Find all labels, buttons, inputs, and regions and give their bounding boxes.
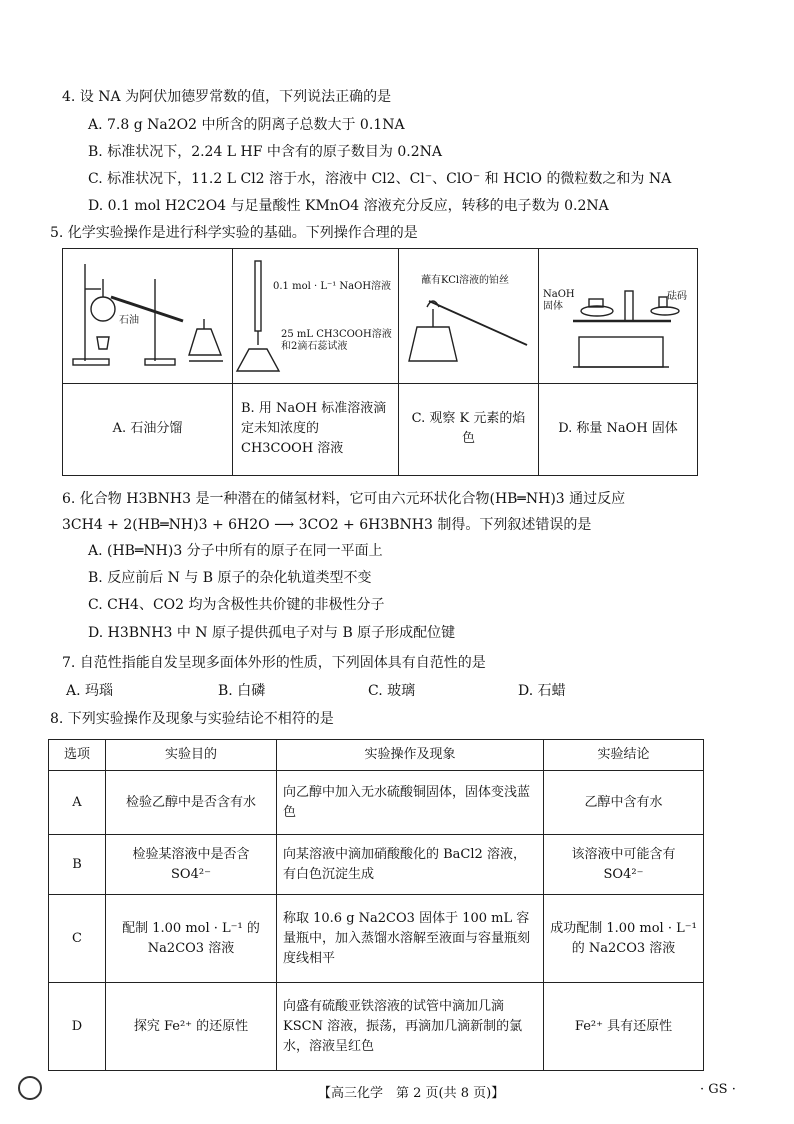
q8-row-a-conclusion: 乙醇中含有水 [544, 771, 704, 835]
q8-header-operation: 实验操作及现象 [277, 740, 544, 771]
q5-caption-cell-a [63, 383, 233, 475]
q6-stem-line1: 6. 化合物 H3BNH3 是一种潜在的储氢材料，它可由六元环状化合物(HB═NH)3 通过反应 [62, 491, 626, 507]
q7-option-a: A. 玛瑙 [66, 683, 114, 699]
q5-caption-cell-d [539, 383, 697, 475]
q8-row-a-operation: 向乙醇中加入无水硫酸铜固体，固体变浅蓝色 [277, 771, 544, 835]
table-row [49, 983, 704, 1071]
q7-option-c: C. 玻璃 [368, 683, 416, 699]
page-number: 【高三化学 第 2 页(共 8 页)】 [318, 1086, 505, 1101]
label-naoh-solution: 0.1 mol · L⁻¹ NaOH溶液 [273, 281, 392, 292]
label-petroleum: 石油 [119, 315, 139, 326]
q5-caption-cell-b [233, 383, 399, 475]
q6-option-d: D. H3BNH3 中 N 原子提供孤电子对与 B 原子形成配位键 [88, 625, 456, 641]
table-row [49, 895, 704, 983]
q4-option-b: B. 标准状况下，2.24 L HF 中含有的原子数目为 0.2NA [88, 144, 443, 160]
q6-option-b: B. 反应前后 N 与 B 原子的杂化轨道类型不变 [88, 570, 372, 586]
q8-row-d-goal: 探究 Fe²⁺ 的还原性 [106, 983, 277, 1071]
q5-figure-d [539, 249, 697, 383]
q7-option-d: D. 石蜡 [518, 683, 566, 699]
q8-row-b-option: B [49, 835, 106, 895]
q8-row-b-goal: 检验某溶液中是否含 SO4²⁻ [106, 835, 277, 895]
q5-caption-d: D. 称量 NaOH 固体 [558, 421, 678, 436]
q6-option-c: C. CH4、CO2 均为含极性共价键的非极性分子 [88, 597, 385, 613]
q8-row-a-goal: 检验乙醇中是否含有水 [106, 771, 277, 835]
q4-option-d: D. 0.1 mol H2C2O4 与足量酸性 KMnO4 溶液充分反应，转移的电子数为 0.2NA [88, 198, 609, 214]
q8-header-row [49, 740, 704, 771]
q4-option-c: C. 标准状况下，11.2 L Cl2 溶于水，溶液中 Cl2、Cl⁻、ClO⁻ 和 HClO 的微粒数之和为 NA [88, 171, 672, 187]
label-naoh-solid: NaOH 固体 [543, 289, 575, 312]
q6-option-a: A. (HB═NH)3 分子中所有的原子在同一平面上 [88, 543, 383, 559]
q8-stem: 8. 下列实验操作及现象与实验结论不相符的是 [50, 711, 334, 727]
q8-header-conclusion: 实验结论 [544, 740, 704, 771]
q8-row-d-conclusion: Fe²⁺ 具有还原性 [544, 983, 704, 1071]
q8-row-c-operation: 称取 10.6 g Na2CO3 固体于 100 mL 容量瓶中，加入蒸馏水溶解至液面与容量瓶刻度线相平 [277, 895, 544, 983]
table-row [49, 771, 704, 835]
q6-stem-line2: 3CH4 + 2(HB═NH)3 + 6H2O ⟶ 3CO2 + 6H3BNH3 制得。下列叙述错误的是 [62, 517, 592, 533]
q8-row-b-conclusion: 该溶液中可能含有 SO4²⁻ [544, 835, 704, 895]
stamp-icon [18, 1076, 42, 1100]
q5-figure-a [63, 249, 233, 383]
q5-figure-b [233, 249, 399, 383]
q5-figure-table [62, 248, 698, 476]
q5-figure-c [399, 249, 539, 383]
distillation-apparatus-icon [63, 249, 231, 381]
q8-row-a-option: A [49, 771, 106, 835]
q5-stem: 5. 化学实验操作是进行科学实验的基础。下列操作合理的是 [50, 225, 418, 241]
label-platinum-wire: 蘸有KCl溶液的铂丝 [421, 275, 510, 286]
q8-header-goal: 实验目的 [106, 740, 277, 771]
q8-table [48, 739, 704, 1071]
q7-stem: 7. 自范性指能自发呈现多面体外形的性质，下列固体具有自范性的是 [62, 655, 486, 671]
balance-icon [539, 249, 695, 381]
q8-row-d-operation: 向盛有硫酸亚铁溶液的试管中滴加几滴 KSCN 溶液，振荡，再滴加几滴新制的氯水，溶液呈红色 [277, 983, 544, 1071]
q8-header-option: 选项 [49, 740, 106, 771]
q5-caption-row [63, 383, 697, 475]
q8-row-d-option: D [49, 983, 106, 1071]
q5-caption-b: B. 用 NaOH 标准溶液滴定未知浓度的 CH3COOH 溶液 [241, 401, 387, 456]
q8-row-c-conclusion: 成功配制 1.00 mol · L⁻¹ 的 Na2CO3 溶液 [544, 895, 704, 983]
q5-figure-row [63, 249, 697, 384]
titration-apparatus-icon [233, 249, 397, 381]
q5-caption-cell-c [399, 383, 539, 475]
q5-caption-a: A. 石油分馏 [112, 421, 183, 436]
q8-row-c-option: C [49, 895, 106, 983]
q5-caption-c: C. 观察 K 元素的焰色 [411, 411, 526, 446]
q8-row-b-operation: 向某溶液中滴加硝酸酸化的 BaCl2 溶液，有白色沉淀生成 [277, 835, 544, 895]
table-row [49, 835, 704, 895]
flame-test-icon [399, 249, 537, 381]
q8-row-c-goal: 配制 1.00 mol · L⁻¹ 的 Na2CO3 溶液 [106, 895, 277, 983]
label-weights: 砝码 [667, 291, 687, 302]
label-acetic-acid: 25 mL CH3COOH溶液和2滴石蕊试液 [281, 329, 392, 352]
q7-option-b: B. 白磷 [218, 683, 266, 699]
exam-code: · GS · [700, 1082, 736, 1097]
q4-stem: 4. 设 NA 为阿伏加德罗常数的值，下列说法正确的是 [62, 89, 392, 105]
q4-option-a: A. 7.8 g Na2O2 中所含的阴离子总数大于 0.1NA [88, 117, 405, 133]
